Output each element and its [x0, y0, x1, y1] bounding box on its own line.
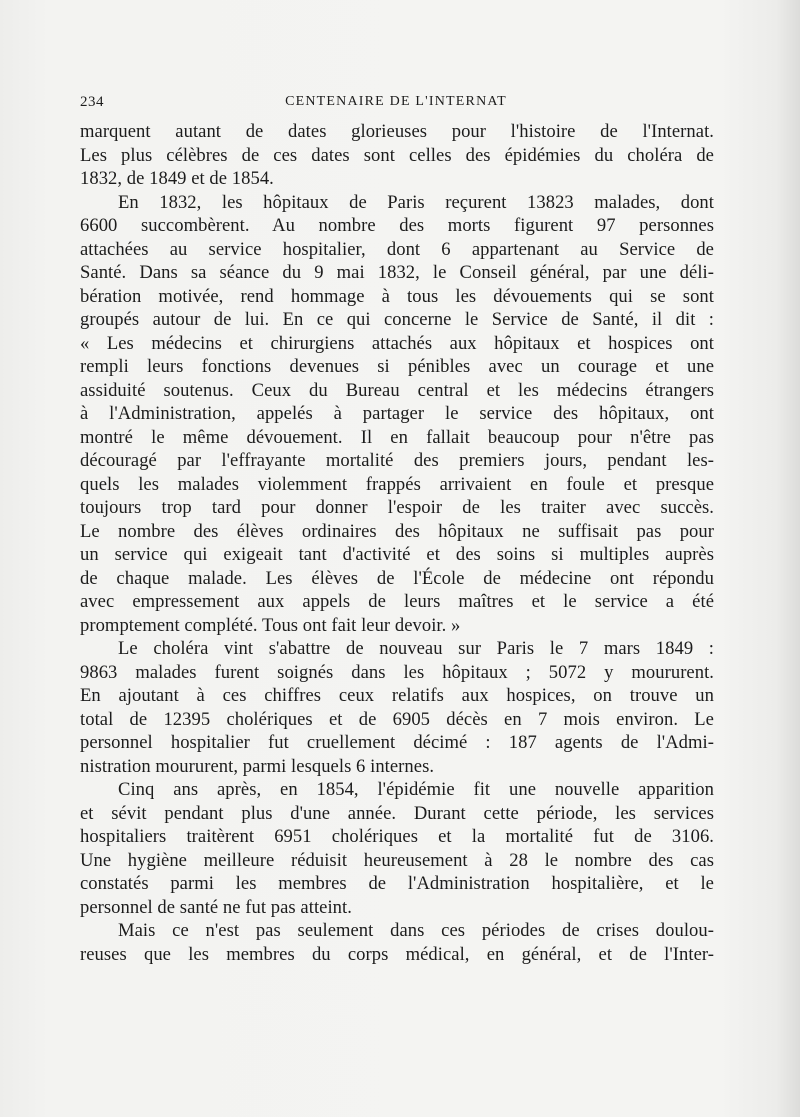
- text-line: à l'Administration, appelés à partager le service des hôpitaux, ont: [80, 403, 714, 424]
- text-line: constatés parmi les membres de l'Administration hospitalière, et le: [80, 873, 714, 894]
- running-title: CENTENAIRE DE L'INTERNAT: [285, 94, 507, 109]
- text-line: marquent autant de dates glorieuses pour l'histoire de l'Internat.: [80, 121, 714, 142]
- text-line: nistration moururent, parmi lesquels 6 internes.: [80, 755, 435, 777]
- text-line: Le nombre des élèves ordinaires des hôpitaux ne suffisait pas pour: [80, 520, 714, 542]
- text-line: 6600 succombèrent. Au nombre des morts figurent 97 personnes: [80, 215, 714, 236]
- text-line: avec empressement aux appels de leurs maîtres et le service a été: [80, 591, 714, 612]
- text-line: groupés autour de lui. En ce qui concerne le Service de Santé, il dit :: [80, 309, 714, 330]
- text-line: et sévit pendant plus d'une année. Durant cette période, les services: [80, 802, 714, 824]
- text-line: quels les malades violemment frappés arrivaient en foule et presque: [80, 473, 714, 495]
- text-line: « Les médecins et chirurgiens attachés aux hôpitaux et hospices ont: [80, 332, 714, 354]
- text-line: En 1832, les hôpitaux de Paris reçurent 13823 malades, dont: [118, 191, 714, 213]
- text-line: de chaque malade. Les élèves de l'École de médecine ont répondu: [80, 567, 714, 589]
- text-line: reuses que les membres du corps médical, en général, et de l'Inter-: [80, 943, 714, 965]
- text-line: un service qui exigeait tant d'activité et des soins si multiples auprès: [80, 544, 714, 565]
- body-text: [80, 120, 714, 966]
- text-line: toujours trop tard pour donner l'espoir de les traiter avec succès.: [80, 497, 714, 518]
- text-line: personnel hospitalier fut cruellement décimé : 187 agents de l'Admi-: [80, 732, 714, 753]
- text-line: Les plus célèbres de ces dates sont celles des épidémies du choléra de: [80, 144, 714, 166]
- text-line: hospitaliers traitèrent 6951 cholériques et la mortalité fut de 3106.: [80, 826, 714, 847]
- text-line: montré le même dévouement. Il en fallait beaucoup pour n'être pas: [80, 426, 714, 448]
- text-line: Mais ce n'est pas seulement dans ces périodes de crises doulou-: [118, 920, 714, 941]
- text-line: Santé. Dans sa séance du 9 mai 1832, le Conseil général, par une déli-: [80, 262, 714, 283]
- text-line: découragé par l'effrayante mortalité des premiers jours, pendant les-: [80, 450, 714, 471]
- text-line: 1832, de 1849 et de 1854.: [80, 168, 274, 189]
- text-line: Le choléra vint s'abattre de nouveau sur Paris le 7 mars 1849 :: [118, 638, 714, 659]
- text-line: personnel de santé ne fut pas atteint.: [80, 896, 352, 918]
- text-line: En ajoutant à ces chiffres ceux relatifs aux hospices, on trouve un: [80, 685, 714, 706]
- text-line: attachées au service hospitalier, dont 6 appartenant au Service de: [80, 238, 714, 260]
- text-line: bération motivée, rend hommage à tous les dévouements qui se sont: [80, 285, 714, 307]
- text-line: total de 12395 cholériques et de 6905 décès en 7 mois environ. Le: [80, 708, 714, 730]
- text-line: Une hygiène meilleure réduisit heureusement à 28 le nombre des cas: [80, 849, 714, 871]
- running-head: [80, 94, 712, 114]
- text-line: assiduité soutenus. Ceux du Bureau central et les médecins étrangers: [80, 379, 714, 401]
- text-line: rempli leurs fonctions devenues si pénibles avec un courage et une: [80, 356, 714, 377]
- text-line: 9863 malades furent soignés dans les hôpitaux ; 5072 y moururent.: [80, 661, 714, 683]
- text-line: Cinq ans après, en 1854, l'épidémie fit une nouvelle apparition: [118, 779, 714, 800]
- text-line: promptement complété. Tous ont fait leur devoir. »: [80, 614, 461, 636]
- page-number: 234: [80, 94, 104, 110]
